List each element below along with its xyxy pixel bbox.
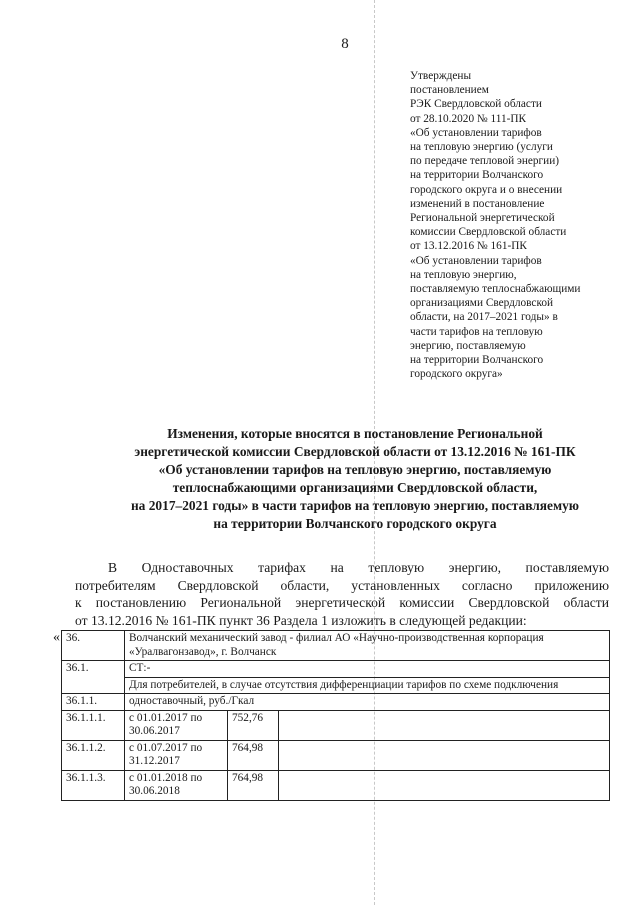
- body-line: В Одноставочных тарифах на тепловую энергию, поставляемую: [108, 560, 609, 575]
- item-code: 36.1.1.3.: [62, 770, 125, 800]
- table-row: [62, 740, 610, 770]
- body-line: к постановлению Региональной энергетической комиссии Свердловской области: [75, 595, 609, 611]
- approval-line: «Об установлении тарифов: [410, 126, 542, 139]
- title-line: на территории Волчанского городского округа: [213, 516, 497, 531]
- item-code: 36.1.1.: [62, 694, 125, 711]
- approval-line: на территории Волчанского: [410, 354, 544, 367]
- table-row: [62, 677, 610, 694]
- approval-line: Региональной энергетической: [410, 212, 555, 225]
- table-row: [62, 710, 610, 740]
- document-title: [70, 425, 640, 533]
- page-number: 8: [341, 36, 349, 52]
- table-row: [62, 770, 610, 800]
- approval-line: от 13.12.2016 № 161-ПК: [410, 240, 527, 253]
- approval-line: поставляемую теплоснабжающими: [410, 283, 581, 296]
- tariff-value: 752,76: [228, 710, 279, 740]
- body-paragraph: [75, 559, 609, 629]
- approval-line: городского округа и о внесении: [410, 183, 563, 196]
- approval-line: городского округа»: [410, 368, 503, 381]
- approval-line: части тарифов на тепловую: [410, 325, 543, 338]
- approval-line: постановлением: [410, 84, 489, 97]
- item-code: 36.1.1.1.: [62, 710, 125, 740]
- title-line: «Об установлении тарифов на тепловую энергию, поставляемую: [158, 462, 552, 477]
- tariff-period: с 01.07.2017 по 31.12.2017: [125, 740, 228, 770]
- body-line: от 13.12.2016 № 161-ПК пункт 36 Раздела 1 изложить в следующей редакции:: [75, 612, 527, 628]
- organization-name: Волчанский механический завод - филиал АО «Научно-производственная корпорация «Уралвагонзавод», г. Волчанск: [125, 631, 610, 661]
- empty-cell: [279, 770, 610, 800]
- approval-line: от 28.10.2020 № 111-ПК: [410, 112, 527, 125]
- tariff-value: 764,98: [228, 770, 279, 800]
- tariff-period: с 01.01.2018 по 30.06.2018: [125, 770, 228, 800]
- approval-line: на тепловую энергию (услуги: [410, 141, 553, 154]
- item-code: 36.1.: [62, 661, 125, 694]
- approval-line: Утверждены: [410, 70, 472, 82]
- title-line: Изменения, которые вносятся в постановление Региональной: [167, 426, 543, 441]
- table-row: [62, 661, 610, 678]
- approval-line: по передаче тепловой энергии): [410, 155, 560, 168]
- item-code: 36.: [62, 631, 125, 661]
- tariff-period: с 01.01.2017 по 30.06.2017: [125, 710, 228, 740]
- approval-line: энергию, поставляемую: [410, 339, 526, 352]
- item-code: 36.1.1.2.: [62, 740, 125, 770]
- title-line: на 2017–2021 годы» в части тарифов на тепловую энергию, поставляемую: [130, 498, 580, 513]
- title-line: энергетической комиссии Свердловской области от 13.12.2016 № 161-ПК: [134, 444, 576, 459]
- approval-block: [410, 69, 635, 381]
- approval-line: организациями Свердловской: [410, 297, 554, 310]
- approval-line: на территории Волчанского: [410, 169, 544, 182]
- approval-line: «Об установлении тарифов: [410, 254, 542, 267]
- opening-quote: «: [53, 630, 60, 645]
- table-row: [62, 694, 610, 711]
- table-row: [62, 631, 610, 661]
- empty-cell: [279, 710, 610, 740]
- body-line: потребителям Свердловской области, установленных согласно приложению: [75, 577, 609, 593]
- tariff-table: [61, 630, 610, 801]
- approval-line: комиссии Свердловской области: [410, 226, 567, 239]
- approval-line: РЭК Свердловской области: [410, 98, 542, 111]
- approval-line: изменений в постановление: [410, 197, 545, 210]
- empty-cell: [279, 740, 610, 770]
- approval-line: на тепловую энергию,: [410, 268, 517, 281]
- title-line: теплоснабжающими организациями Свердловской области,: [172, 480, 538, 495]
- approval-line: области, на 2017–2021 годы» в: [410, 311, 558, 324]
- tariff-value: 764,98: [228, 740, 279, 770]
- consumer-group: Для потребителей, в случае отсутствия дифференциации тарифов по схеме подключения: [125, 677, 610, 694]
- tariff-type: одноставочный, руб./Гкал: [125, 694, 610, 711]
- heat-system-label: СТ:-: [125, 661, 610, 678]
